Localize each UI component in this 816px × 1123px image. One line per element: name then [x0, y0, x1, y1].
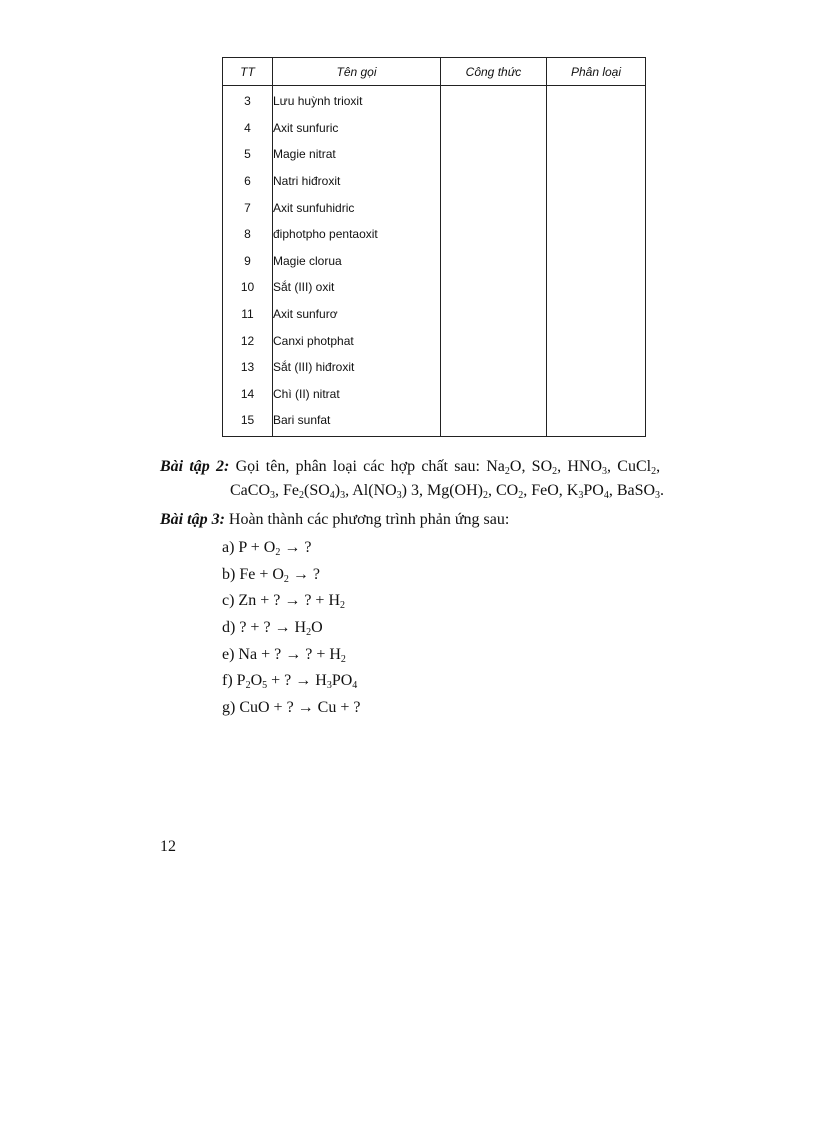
page-number: 12: [160, 838, 176, 855]
equation-item: b) $Fe + O_2$ → ?: [222, 565, 321, 585]
row-number: 3: [223, 86, 273, 115]
row-name: Axit sunfuhidric: [273, 194, 441, 221]
row-formula-cell: [441, 248, 547, 275]
equation-item: c) Zn + ? → ? + $H_2$: [222, 592, 346, 612]
row-formula-cell: [441, 115, 547, 142]
compound-formula: $Mg(OH)_2$: [427, 482, 488, 501]
row-number: 9: [223, 248, 273, 275]
row-number: 5: [223, 141, 273, 168]
equation-list: [222, 538, 360, 725]
row-number: 8: [223, 221, 273, 248]
exercise-2-line-2: CaCO$_3$, $Fe_2(SO_4)_3$, $Al(NO_3)$ 3, $Mg(OH)_2$, $CO_2$, FeO, $K_3PO_4$, BaSO$_3$.: [230, 482, 665, 501]
row-formula-cell: [441, 141, 547, 168]
table-row: [223, 407, 646, 436]
equation-item: g) CuO + ? → Cu + ?: [222, 699, 361, 717]
row-number: 7: [223, 194, 273, 221]
row-name: Sắt (III) hiđroxit: [273, 354, 441, 381]
equation-item: d) ? + ? → $H_2O$: [222, 619, 323, 639]
table-row: [223, 301, 646, 328]
table-row: [223, 221, 646, 248]
row-formula-cell: [441, 274, 547, 301]
row-name: Magie clorua: [273, 248, 441, 275]
header-tt: TT: [223, 58, 273, 86]
row-classification-cell: [547, 381, 646, 408]
compound-formula: FeO: [531, 482, 559, 499]
row-formula-cell: [441, 168, 547, 195]
row-number: 6: [223, 168, 273, 195]
compound-formula: BaSO$_3$: [616, 482, 661, 501]
row-formula-cell: [441, 194, 547, 221]
table-row: [223, 194, 646, 221]
row-name: Axit sunfurơ: [273, 301, 441, 328]
table-row: [223, 86, 646, 115]
header-classification: Phân loại: [547, 58, 646, 86]
row-number: 11: [223, 301, 273, 328]
table-row: [223, 274, 646, 301]
row-classification-cell: [547, 168, 646, 195]
row-name: Lưu huỳnh trioxit: [273, 86, 441, 115]
table-row: [223, 327, 646, 354]
row-name: Chì (II) nitrat: [273, 381, 441, 408]
table-row: [223, 115, 646, 142]
row-formula-cell: [441, 327, 547, 354]
table-row: [223, 381, 646, 408]
table-row: [223, 141, 646, 168]
compound-formula: $CO_2$: [496, 482, 524, 501]
row-classification-cell: [547, 221, 646, 248]
row-classification-cell: [547, 194, 646, 221]
compound-formula: CaCO$_3$: [230, 482, 275, 501]
exercise-2-line-1: Bài tập 2: Gọi tên, phân loại các hợp chất sau: $Na_2O$, $SO_2$, $HNO_3$, CuCl$_2$,: [160, 458, 661, 477]
table-header-row: [223, 58, 646, 86]
row-formula-cell: [441, 301, 547, 328]
header-formula: Công thức: [441, 58, 547, 86]
table-row: [223, 168, 646, 195]
row-classification-cell: [547, 327, 646, 354]
row-formula-cell: [441, 407, 547, 436]
row-number: 15: [223, 407, 273, 436]
row-classification-cell: [547, 141, 646, 168]
row-number: 13: [223, 354, 273, 381]
row-classification-cell: [547, 407, 646, 436]
row-classification-cell: [547, 115, 646, 142]
compound-formula: $SO_2$: [531, 458, 558, 477]
exercise-3-heading: [160, 511, 509, 529]
equation-item: f) $P_2O_5$ + ? → $H_3PO_4$: [222, 672, 358, 692]
row-name: điphotpho pentaoxit: [273, 221, 441, 248]
row-classification-cell: [547, 86, 646, 115]
row-classification-cell: [547, 274, 646, 301]
row-number: 14: [223, 381, 273, 408]
row-formula-cell: [441, 381, 547, 408]
row-name: Magie nitrat: [273, 141, 441, 168]
row-classification-cell: [547, 301, 646, 328]
compound-formula: CuCl$_2$: [617, 458, 657, 477]
row-classification-cell: [547, 248, 646, 275]
table-row: [223, 248, 646, 275]
compound-formula: $Fe_2(SO_4)_3$: [283, 482, 346, 501]
exercise-2-label: Bài tập 2:: [160, 458, 230, 475]
row-number: 10: [223, 274, 273, 301]
equation-item: a) $P + O_2$ → ?: [222, 539, 312, 558]
row-classification-cell: [547, 354, 646, 381]
row-name: Sắt (III) oxit: [273, 274, 441, 301]
row-formula-cell: [441, 221, 547, 248]
compound-table: [222, 57, 646, 437]
compound-formula: $HNO_3$: [567, 458, 608, 477]
exercise-3-intro: Hoàn thành các phương trình phản ứng sau:: [228, 511, 510, 528]
row-number: 4: [223, 115, 273, 142]
header-name: Tên gọi: [273, 58, 441, 86]
row-formula-cell: [441, 86, 547, 115]
table-row: [223, 354, 646, 381]
compound-formula: $Al(NO_3)$ 3: [352, 482, 419, 501]
row-name: Axit sunfuric: [273, 115, 441, 142]
equation-item: e) Na + ? → ? + $H_2$: [222, 645, 346, 665]
row-number: 12: [223, 327, 273, 354]
row-name: Bari sunfat: [273, 407, 441, 436]
exercise-3-label: Bài tập 3:: [160, 511, 225, 528]
exercise-2-intro: Gọi tên, phân loại các hợp chất sau:: [235, 458, 480, 475]
compound-formula: $K_3PO_4$: [566, 482, 609, 501]
row-formula-cell: [441, 354, 547, 381]
compound-formula: $Na_2O$: [486, 458, 522, 477]
row-name: Natri hiđroxit: [273, 168, 441, 195]
row-name: Canxi photphat: [273, 327, 441, 354]
